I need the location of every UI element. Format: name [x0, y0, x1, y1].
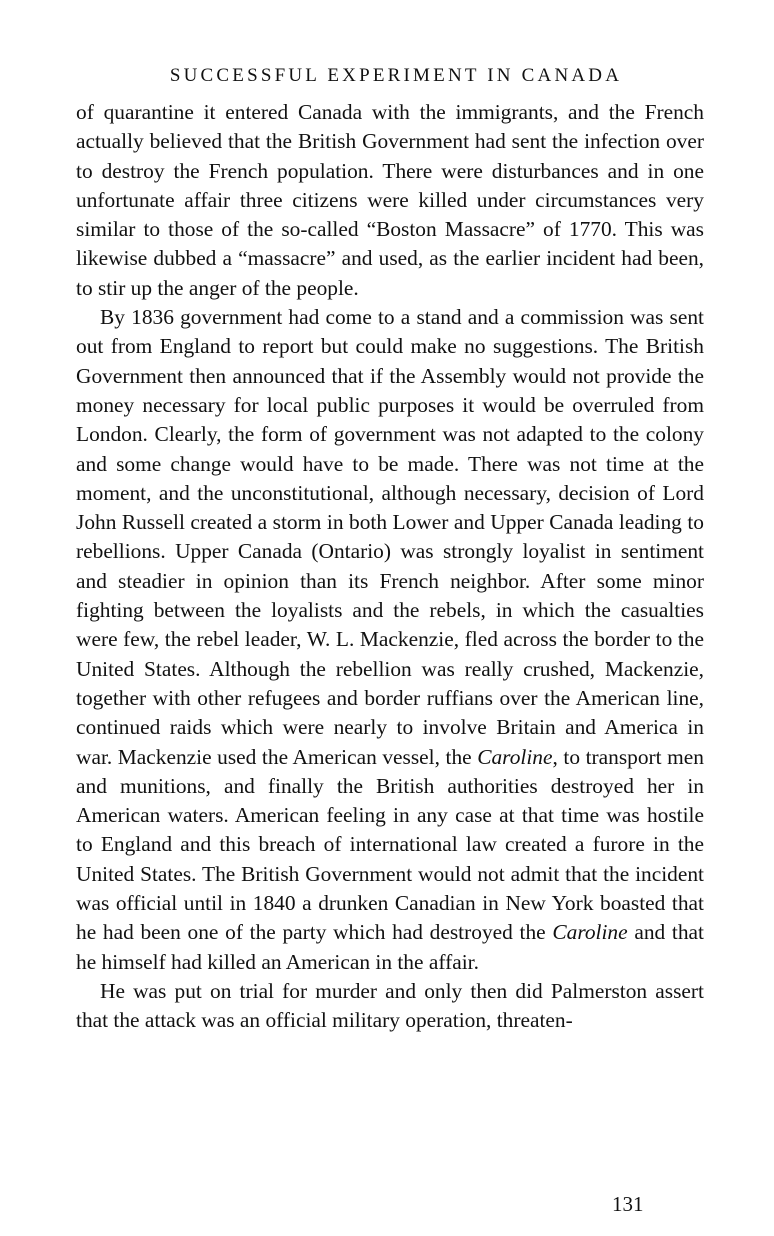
paragraph-2-text-b: , to transport men and munitions, and finally the British authorities destroyed her in American waters. American feeling in any case at that time was hostile to England and this breach of international law created a furore in the United States. The British Government would not admit that the incident was official until in 1840 a drunken Canadian in New York boasted that he had been one of the party which had destroyed the	[76, 744, 704, 945]
paragraph-1-text: of quarantine it entered Canada with the immigrants, and the French actually believed that the British Government had sent the infection over to destroy the French population. There were disturbances and in one unfortunate affair three citizens were killed under circumstances very similar to those of the so-called “Boston Massacre” of 1770. This was likewise dubbed a “massacre” and used, as the earlier incident had been, to stir up the anger of the people.	[76, 100, 704, 300]
page	[76, 62, 704, 1036]
paragraph-3-text: He was put on trial for murder and only then did Palmerston assert that the attack was an official military operation, threaten-	[76, 978, 704, 1033]
paragraph-2-text-a: By 1836 government had come to a stand and a commission was sent out from England to report but could make no suggestions. The British Government then announced that if the Assembly would not provide the money necessary for local public purposes it would be overruled from London. Clearly, the form of government was not adapted to the colony and some change would have to be made. There was not time at the moment, and the unconstitutional, although necessary, decision of Lord John Russell created a storm in both Lower and Upper Canada leading to rebellions. Upper Canada (Ontario) was strongly loyalist in sentiment and steadier in opinion than its French neighbor. After some minor fighting between the loyalists and the rebels, in which the casualties were few, the rebel leader, W. L. Mackenzie, fled across the border to the United States. Although the rebellion was really crushed, Mackenzie, together with other refugees and border ruffians over the American line, continued raids which were nearly to involve Britain and America in war. Mackenzie used the American vessel, the	[76, 305, 704, 769]
paragraph-2	[76, 303, 704, 977]
paragraph-1	[76, 98, 704, 303]
page-number: 131	[612, 1192, 644, 1216]
paragraph-2-text-c: and that he himself had killed an American in the affair.	[76, 920, 704, 974]
ship-name-caroline: Caroline	[477, 744, 553, 769]
body-text	[76, 98, 704, 1036]
ship-name-caroline-2: Caroline	[552, 920, 628, 945]
running-head: SUCCESSFUL EXPERIMENT IN CANADA	[169, 65, 623, 86]
paragraph-3	[76, 977, 704, 1036]
